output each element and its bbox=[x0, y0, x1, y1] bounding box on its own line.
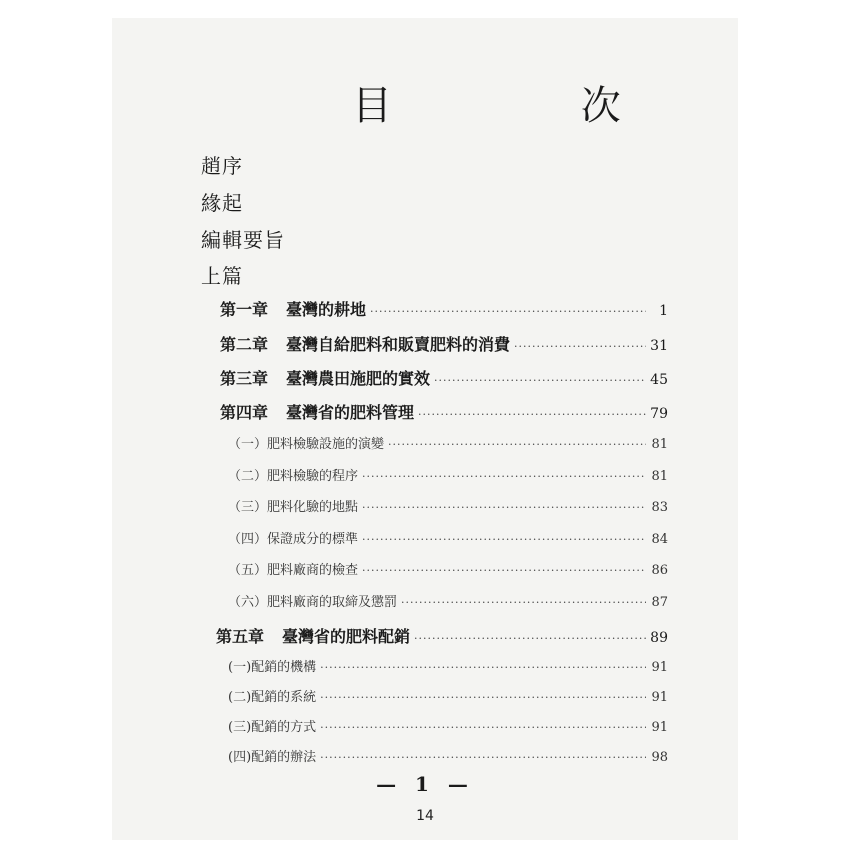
dot-leader bbox=[320, 751, 646, 764]
scan-page-number: 14 bbox=[416, 808, 434, 824]
chapter-label: 第一章 bbox=[220, 300, 269, 319]
chapter-label: 第二章 bbox=[220, 335, 269, 354]
part-one-heading: 上篇 bbox=[201, 264, 243, 288]
chapter-title: 臺灣農田施肥的實效 bbox=[286, 369, 431, 388]
section-title: 肥料檢驗設施的演變 bbox=[267, 437, 385, 452]
toc-entry-chapter-1 bbox=[220, 297, 668, 320]
chapter-title: 臺灣省的肥料管理 bbox=[286, 403, 415, 422]
toc-entry-section bbox=[228, 591, 668, 610]
dot-leader bbox=[418, 408, 646, 421]
toc-entry-chapter-5 bbox=[216, 624, 668, 647]
editorial-guidelines-entry: 編輯要旨 bbox=[201, 228, 285, 252]
section-label: （六） bbox=[228, 595, 268, 610]
origin-entry: 緣起 bbox=[201, 191, 243, 215]
page-ref: 31 bbox=[650, 338, 668, 354]
page-ref: 1 bbox=[659, 303, 668, 319]
toc-entry-section bbox=[228, 656, 668, 675]
section-title: 肥料化驗的地點 bbox=[267, 500, 359, 515]
chapter-label: 第五章 bbox=[216, 627, 265, 646]
section-label: （五） bbox=[228, 563, 268, 578]
preface-entry: 趙序 bbox=[201, 154, 243, 178]
page-ref: 45 bbox=[650, 372, 668, 388]
section-title: 肥料檢驗的程序 bbox=[267, 469, 359, 484]
section-title: 配銷的方式 bbox=[251, 720, 317, 735]
dot-leader bbox=[320, 691, 646, 704]
page-ref: 81 bbox=[651, 469, 668, 484]
page-ref: 86 bbox=[651, 563, 668, 578]
toc-entry-section bbox=[228, 433, 668, 452]
section-title: 保證成分的標準 bbox=[267, 532, 359, 547]
toc-entry-section bbox=[228, 716, 668, 735]
section-label: （四） bbox=[228, 532, 268, 547]
dot-leader bbox=[362, 533, 646, 546]
page-ref: 98 bbox=[651, 750, 668, 765]
section-label: (四) bbox=[228, 750, 252, 765]
toc-entry-section bbox=[228, 465, 668, 484]
chapter-title: 臺灣自給肥料和販賣肥料的消費 bbox=[286, 335, 511, 354]
dot-leader bbox=[320, 661, 646, 674]
dot-leader bbox=[414, 632, 646, 645]
page-ref: 91 bbox=[651, 690, 668, 705]
dot-leader bbox=[362, 501, 646, 514]
page-ref: 91 bbox=[651, 720, 668, 735]
section-title: 配銷的機構 bbox=[251, 660, 317, 675]
section-label: （一） bbox=[228, 437, 268, 452]
section-label: (三) bbox=[228, 720, 252, 735]
page-ref: 89 bbox=[650, 630, 668, 646]
toc-entry-chapter-3 bbox=[220, 366, 668, 389]
section-label: （三） bbox=[228, 500, 268, 515]
dot-leader bbox=[514, 340, 646, 353]
chapter-label: 第三章 bbox=[220, 369, 269, 388]
dot-leader bbox=[401, 596, 646, 609]
chapter-title: 臺灣的耕地 bbox=[286, 300, 367, 319]
printed-page-number: — 1 — bbox=[376, 772, 474, 796]
chapter-title: 臺灣省的肥料配銷 bbox=[282, 627, 411, 646]
toc-entry-section bbox=[228, 746, 668, 765]
section-label: (一) bbox=[228, 660, 252, 675]
dot-leader bbox=[370, 305, 646, 318]
toc-entry-chapter-4 bbox=[220, 400, 668, 423]
page-ref: 91 bbox=[651, 660, 668, 675]
toc-entry-section bbox=[228, 528, 668, 547]
section-title: 配銷的系統 bbox=[251, 690, 317, 705]
dot-leader bbox=[388, 438, 646, 451]
page-ref: 79 bbox=[650, 406, 668, 422]
page-ref: 81 bbox=[651, 437, 668, 452]
dot-leader bbox=[362, 564, 646, 577]
section-title: 肥料廠商的檢查 bbox=[267, 563, 359, 578]
section-title: 配銷的辦法 bbox=[251, 750, 317, 765]
section-title: 肥料廠商的取締及懲罰 bbox=[267, 595, 398, 610]
toc-entry-section bbox=[228, 559, 668, 578]
page-ref: 83 bbox=[651, 500, 668, 515]
page-ref: 87 bbox=[651, 595, 668, 610]
chapter-label: 第四章 bbox=[220, 403, 269, 422]
toc-entry-section bbox=[228, 686, 668, 705]
section-label: (二) bbox=[228, 690, 252, 705]
page-title: 目 次 bbox=[352, 83, 709, 129]
toc-entry-section bbox=[228, 496, 668, 515]
dot-leader bbox=[362, 470, 646, 483]
dot-leader bbox=[320, 721, 646, 734]
section-label: （二） bbox=[228, 469, 268, 484]
dot-leader bbox=[434, 374, 646, 387]
page-ref: 84 bbox=[651, 532, 668, 547]
toc-entry-chapter-2 bbox=[220, 332, 668, 355]
